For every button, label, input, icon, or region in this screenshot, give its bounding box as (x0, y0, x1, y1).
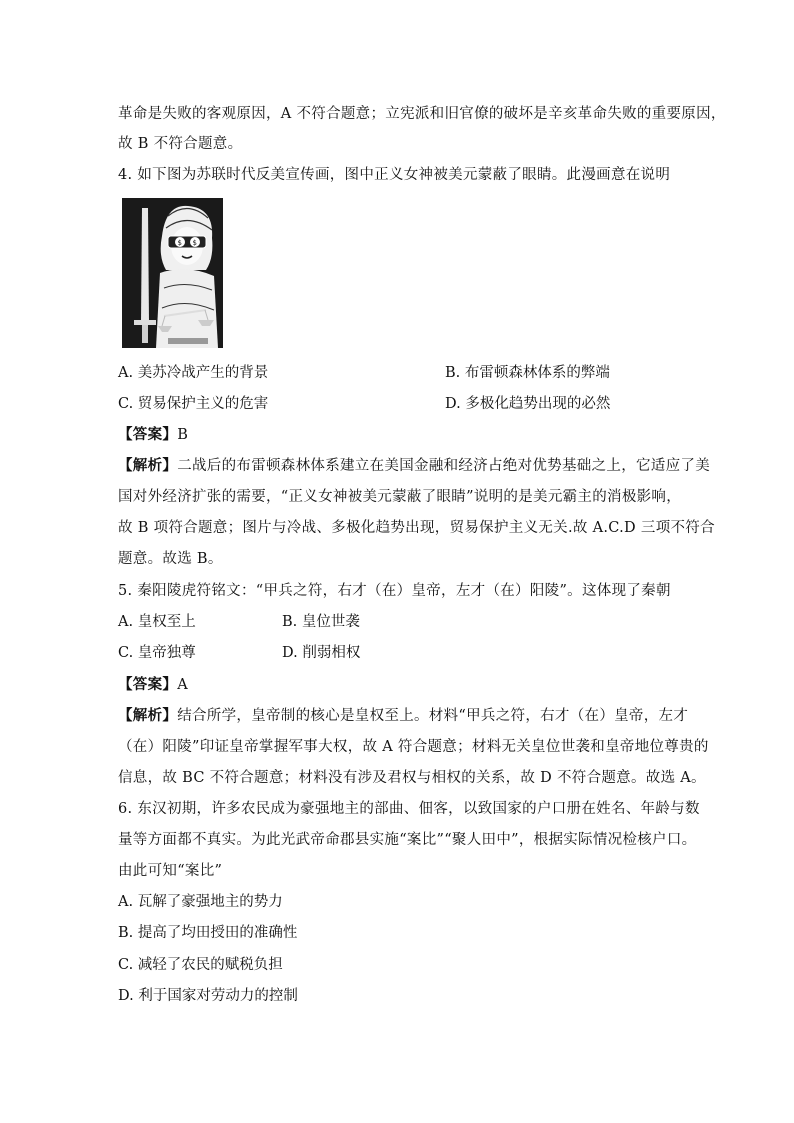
q6-option-c: C. 减轻了农民的赋税负担 (118, 957, 283, 973)
q5-analysis-line-2: （在）阳陵”印证皇帝掌握军事大权，故 A 符合题意；材料无关皇位世袭和皇帝地位尊贵的 (118, 739, 709, 755)
q5-answer-row (118, 675, 188, 695)
q6-option-a: A. 瓦解了豪强地主的势力 (118, 894, 283, 910)
q6-stem-line-2: 量等方面都不真实。为此光武帝命郡县实施“案比”“聚人田中”，根据实际情况检核户口。 (118, 832, 697, 848)
justice-poster-image (122, 198, 223, 348)
q4-option-d: D. 多极化趋势出现的必然 (445, 396, 611, 412)
q5-option-c: C. 皇帝独尊 (118, 645, 196, 661)
q5-analysis-text-1: 结合所学，皇帝制的核心是皇权至上。材料“甲兵之符，右才（在）皇帝，左才 (177, 708, 689, 724)
q4-answer-value: B (177, 427, 189, 443)
q6-stem-line-3: 由此可知“案比” (118, 863, 223, 879)
q5-analysis-line-3: 信息，故 BC 不符合题意；材料没有涉及君权与相权的关系，故 D 不符合题意。故选 A。 (118, 770, 706, 786)
q6-stem-line-1: 6. 东汉初期，许多农民成为豪强地主的部曲、佃客，以致国家的户口册在姓名、年龄与数 (118, 801, 700, 817)
q5-analysis-label: 【解析】 (118, 707, 178, 724)
q5-option-a: A. 皇权至上 (118, 614, 196, 630)
q5-answer-value: A (177, 677, 188, 693)
q4-option-b: B. 布雷顿森林体系的弊端 (445, 365, 610, 381)
q4-analysis-text-1: 二战后的布雷顿森林体系建立在美国金融和经济占绝对优势基础之上，它适应了美 (177, 458, 710, 474)
q5-option-b: B. 皇位世袭 (282, 614, 360, 630)
carry-line-2: 故 B 不符合题意。 (118, 136, 243, 152)
q6-option-d: D. 利于国家对劳动力的控制 (118, 988, 298, 1004)
q4-option-a: A. 美苏冷战产生的背景 (118, 365, 269, 381)
q4-option-c: C. 贸易保护主义的危害 (118, 396, 269, 412)
q4-analysis-line-2: 国对外经济扩张的需要，“正义女神被美元蒙蔽了眼睛”说明的是美元霸主的消极影响， (118, 489, 682, 505)
q4-analysis-line-4: 题意。故选 B。 (118, 551, 223, 567)
q6-option-b: B. 提高了均田授田的准确性 (118, 925, 298, 941)
q4-answer-label: 【答案】 (118, 426, 178, 443)
q5-answer-label: 【答案】 (118, 676, 178, 693)
svg-text:$: $ (177, 239, 182, 247)
justice-poster-icon (122, 198, 223, 348)
q4-analysis-line-1 (118, 456, 710, 476)
q4-analysis-label: 【解析】 (118, 457, 178, 474)
q4-analysis-line-3: 故 B 项符合题意；图片与冷战、多极化趋势出现，贸易保护主义无关.故 A.C.D 三项不符合 (118, 520, 715, 536)
svg-text:$: $ (192, 239, 197, 247)
q4-stem: 4. 如下图为苏联时代反美宣传画，图中正义女神被美元蒙蔽了眼睛。此漫画意在说明 (118, 167, 671, 183)
q5-option-d: D. 削弱相权 (282, 645, 361, 661)
q4-answer-row (118, 425, 188, 445)
q5-stem: 5. 秦阳陵虎符铭文：“甲兵之符，右才（在）皇帝，左才（在）阳陵”。这体现了秦朝 (118, 583, 671, 599)
q5-analysis-line-1 (118, 706, 688, 726)
carry-line-1: 革命是失败的客观原因，A 不符合题意；立宪派和旧官僚的破坏是辛亥革命失败的重要原因， (118, 106, 726, 122)
